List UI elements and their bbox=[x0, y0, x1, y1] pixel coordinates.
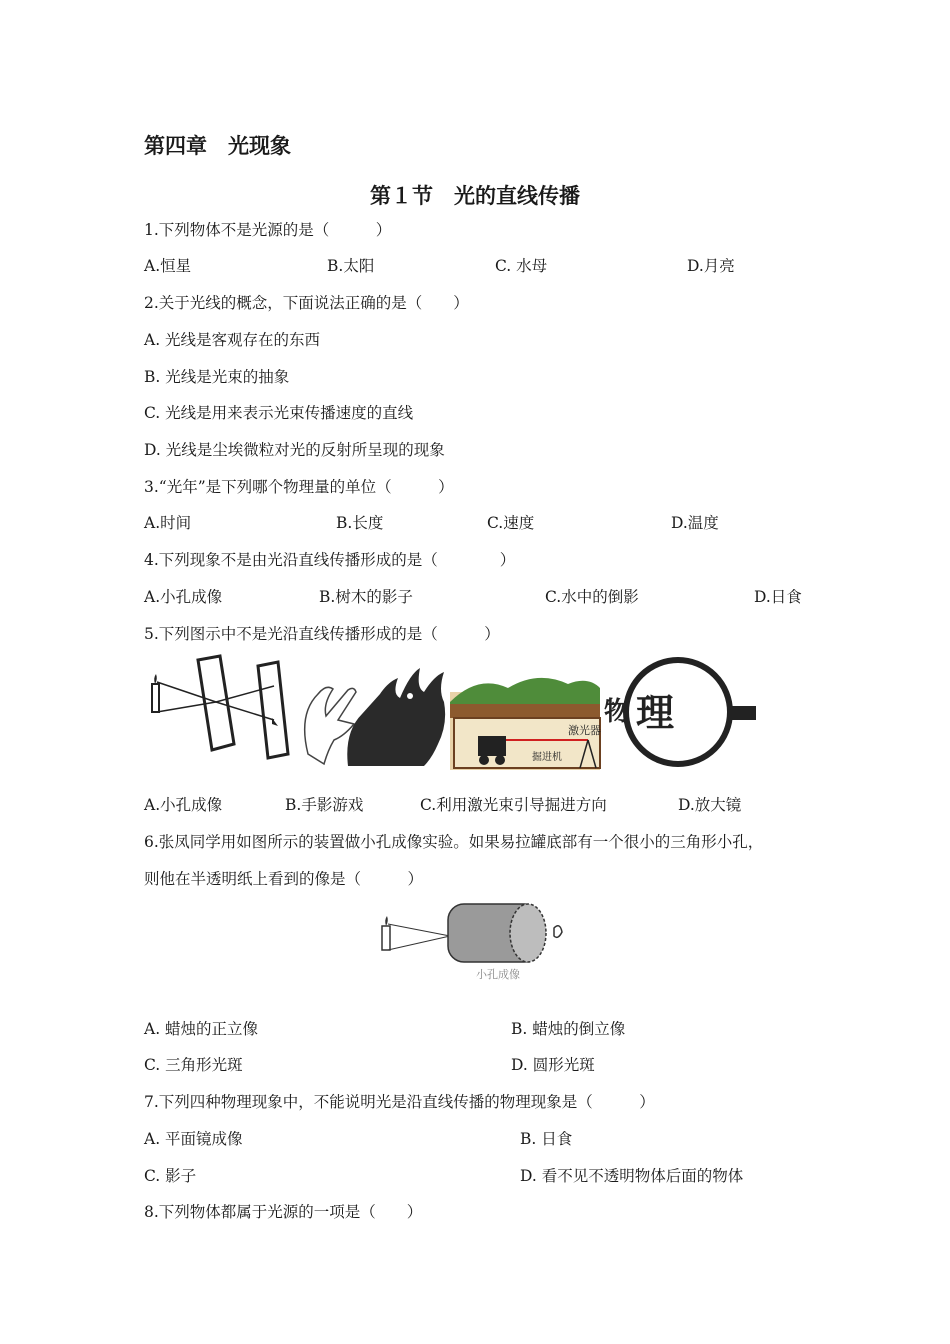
q3-option-a: A.时间 bbox=[144, 514, 192, 532]
tunneler-label: 掘进机 bbox=[532, 752, 562, 763]
magnifier-figure bbox=[604, 660, 756, 764]
magnified-char-wu: 物 bbox=[604, 697, 631, 727]
q3-option-b: B.长度 bbox=[336, 514, 384, 532]
question-5-stem: 5.下列图示中不是光沿直线传播形成的是（ ） bbox=[144, 625, 500, 643]
question-6-stem-line-2: 则他在半透明纸上看到的像是（ ） bbox=[144, 870, 424, 888]
q5-option-c: C.利用激光束引导掘进方向 bbox=[420, 796, 607, 814]
q4-option-a: A.小孔成像 bbox=[144, 588, 223, 606]
q1-option-d: D.月亮 bbox=[687, 257, 735, 275]
laser-tunnel-figure bbox=[450, 678, 601, 770]
q7-option-a: A. 平面镜成像 bbox=[144, 1130, 243, 1148]
q5-option-a: A.小孔成像 bbox=[144, 796, 223, 814]
q6-option-a: A. 蜡烛的正立像 bbox=[144, 1020, 259, 1038]
q7-option-b: B. 日食 bbox=[520, 1130, 573, 1148]
q2-option-b: B. 光线是光束的抽象 bbox=[144, 368, 290, 386]
pinhole-can-figure bbox=[378, 898, 574, 984]
section-title: 第１节 光的直线传播 bbox=[370, 184, 580, 208]
hand-shadow-figure bbox=[305, 668, 445, 766]
chapter-title: 第四章 光现象 bbox=[144, 134, 291, 158]
q5-option-d: D.放大镜 bbox=[678, 796, 742, 814]
question-7-stem: 7.下列四种物理现象中，不能说明光是沿直线传播的物理现象是（ ） bbox=[144, 1093, 655, 1111]
figure-caption: 小孔成像 bbox=[476, 968, 520, 981]
q4-option-c: C.水中的倒影 bbox=[545, 588, 639, 606]
question-1-stem: 1.下列物体不是光源的是（ ） bbox=[144, 221, 392, 239]
laser-label: 激光器 bbox=[568, 724, 601, 737]
q4-option-d: D.日食 bbox=[754, 588, 802, 606]
q6-option-b: B. 蜡烛的倒立像 bbox=[511, 1020, 626, 1038]
q7-option-c: C. 影子 bbox=[144, 1167, 197, 1185]
question-4-stem: 4.下列现象不是由光沿直线传播形成的是（ ） bbox=[144, 551, 516, 569]
q4-option-b: B.树木的影子 bbox=[319, 588, 413, 606]
q3-option-c: C.速度 bbox=[487, 514, 535, 532]
q3-option-d: D.温度 bbox=[671, 514, 719, 532]
q2-option-c: C. 光线是用来表示光束传播速度的直线 bbox=[144, 404, 414, 422]
question-6-stem-line-1: 6.张凤同学用如图所示的装置做小孔成像实验。如果易拉罐底部有一个很小的三角形小孔， bbox=[144, 833, 764, 851]
q2-option-a: A. 光线是客观存在的东西 bbox=[144, 331, 321, 349]
q5-option-b: B.手影游戏 bbox=[285, 796, 364, 814]
q6-option-c: C. 三角形光斑 bbox=[144, 1056, 243, 1074]
question-3-stem: 3.“光年”是下列哪个物理量的单位（ ） bbox=[144, 478, 454, 496]
q1-option-a: A.恒星 bbox=[144, 257, 192, 275]
q2-option-d: D. 光线是尘埃微粒对光的反射所呈现的现象 bbox=[144, 441, 445, 459]
q6-option-d: D. 圆形光斑 bbox=[511, 1056, 595, 1074]
q1-option-c: C. 水母 bbox=[495, 257, 548, 275]
question-8-stem: 8.下列物体都属于光源的一项是（ ） bbox=[144, 1203, 423, 1221]
q7-option-d: D. 看不见不透明物体后面的物体 bbox=[520, 1167, 744, 1185]
magnified-char-li: 理 bbox=[636, 690, 675, 735]
q5-figures bbox=[148, 654, 758, 774]
question-2-stem: 2.关于光线的概念，下面说法正确的是（ ） bbox=[144, 294, 469, 312]
q1-option-b: B.太阳 bbox=[327, 257, 375, 275]
pinhole-figure bbox=[152, 656, 288, 758]
